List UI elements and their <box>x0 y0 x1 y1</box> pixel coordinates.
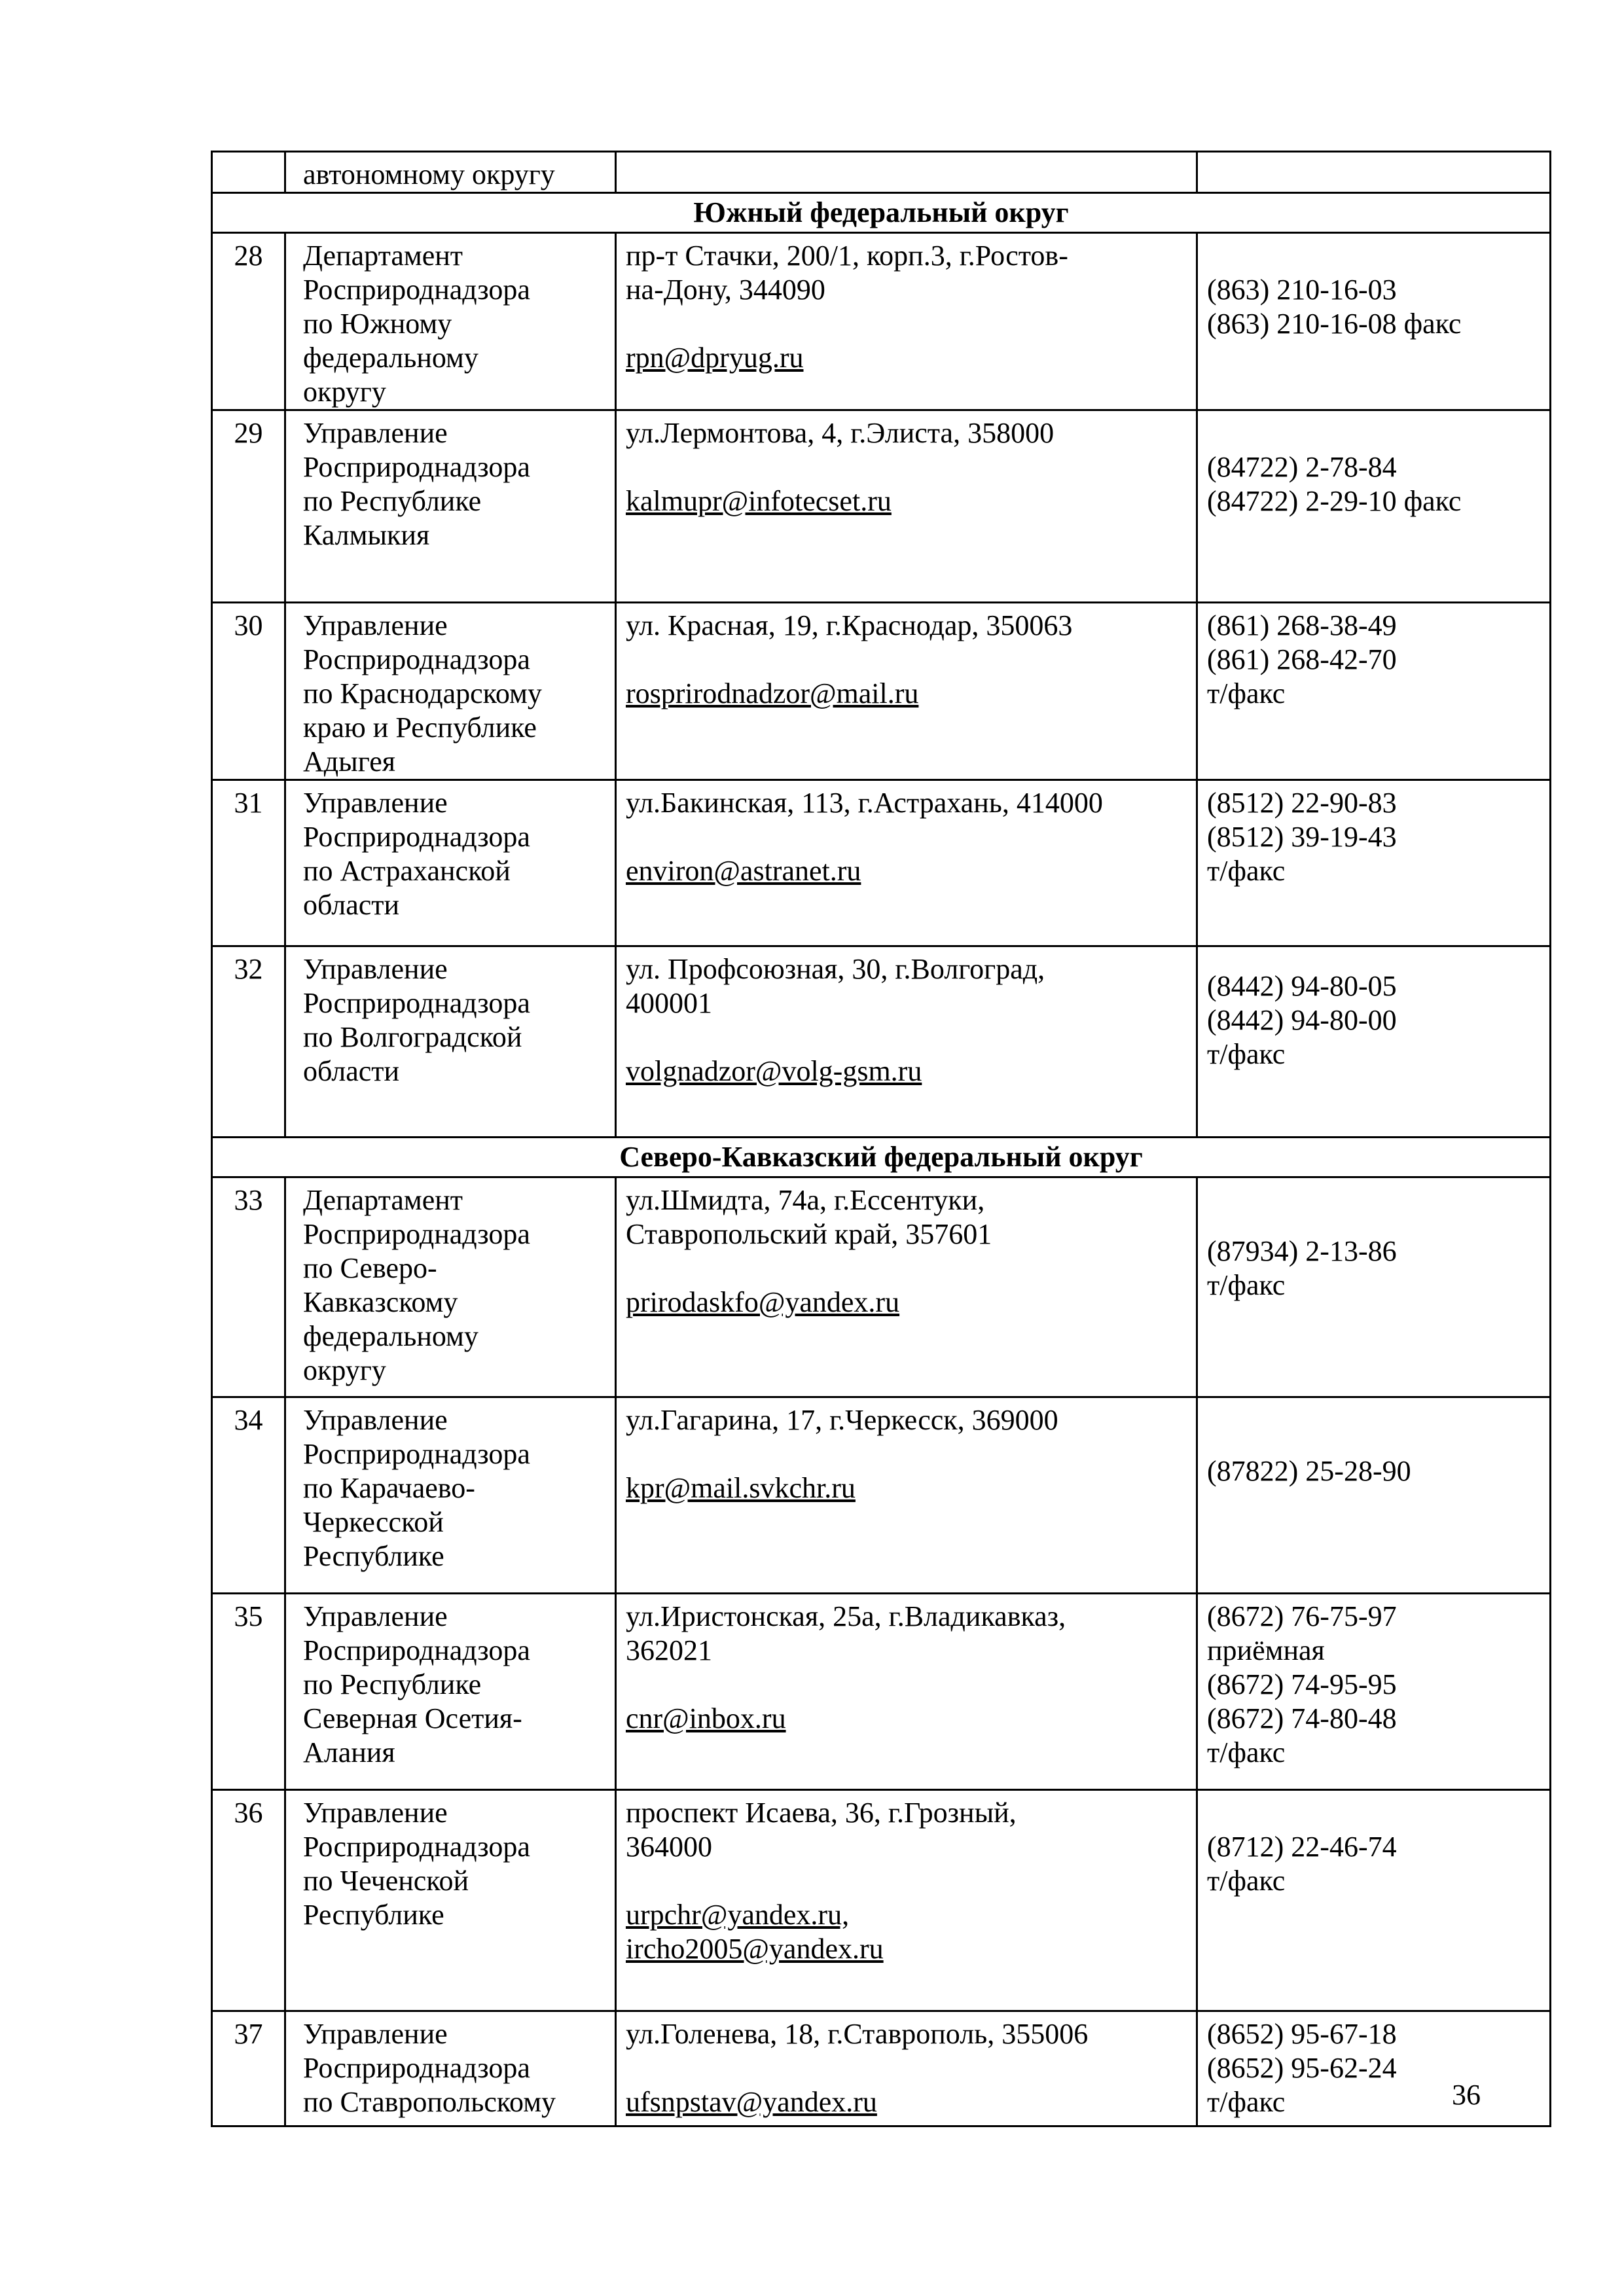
district-header-row <box>212 193 1551 233</box>
address-line: ул.Иристонская, 25а, г.Владикавказ, <box>626 1600 1066 1632</box>
phone-cell <box>1197 1594 1551 1790</box>
spacer <box>626 1864 1187 1898</box>
spacer <box>626 1251 1187 1285</box>
phone-line: (8442) 94-80-00 <box>1207 1004 1397 1036</box>
organization-line: по Карачаево- <box>303 1472 475 1504</box>
address-cell <box>616 1397 1197 1594</box>
district-title: Южный федеральный округ <box>212 193 1551 233</box>
address-cell <box>616 1177 1197 1397</box>
organization-name <box>285 410 616 603</box>
cell-num-empty <box>212 152 285 193</box>
organization-name <box>285 1177 616 1397</box>
phone-cell <box>1197 1397 1551 1594</box>
email-link[interactable]: ircho2005@yandex.ru <box>626 1933 884 1965</box>
organization-name <box>285 233 616 410</box>
table-row <box>212 780 1551 946</box>
address-line: на-Дону, 344090 <box>626 274 825 306</box>
spacer <box>626 450 1187 484</box>
phone-cell <box>1197 2011 1551 2126</box>
phone-line: (8442) 94-80-05 <box>1207 970 1397 1002</box>
organization-line: по Южному <box>303 308 452 340</box>
organization-line: области <box>303 1055 400 1087</box>
phone-line: т/факс <box>1207 1865 1286 1897</box>
address-cell <box>616 1790 1197 2011</box>
phone-line: (8652) 95-67-18 <box>1207 2018 1397 2050</box>
page-number: 36 <box>1452 2079 1481 2111</box>
phone-cell <box>1197 946 1551 1138</box>
spacer <box>1207 952 1540 969</box>
email-link[interactable]: prirodaskfo@yandex.ru <box>626 1286 900 1318</box>
address-line: ул. Профсоюзная, 30, г.Волгоград, <box>626 953 1045 985</box>
district-header-row <box>212 1138 1551 1177</box>
organization-line: Росприроднадзора <box>303 643 530 675</box>
organization-line: Алания <box>303 1736 395 1768</box>
cell-org-continued: автономному округу <box>285 152 616 193</box>
address-line: ул. Красная, 19, г.Краснодар, 350063 <box>626 609 1073 641</box>
organization-line: Кавказскому <box>303 1286 458 1318</box>
organization-line: Росприроднадзора <box>303 987 530 1019</box>
organization-line: Республике <box>303 1899 444 1931</box>
table-row <box>212 1594 1551 1790</box>
row-number: 30 <box>212 603 285 780</box>
email-link[interactable]: environ@astranet.ru <box>626 855 861 887</box>
organization-name <box>285 1397 616 1594</box>
organization-line: Департамент <box>303 1184 463 1216</box>
organization-line: Росприроднадзора <box>303 2052 530 2084</box>
phone-line: (8712) 22-46-74 <box>1207 1831 1397 1863</box>
phone-line: т/факс <box>1207 677 1286 709</box>
organization-name <box>285 1594 616 1790</box>
table-row <box>212 2011 1551 2126</box>
phone-line: (84722) 2-29-10 факс <box>1207 485 1462 517</box>
phone-line: (863) 210-16-08 факс <box>1207 308 1462 340</box>
organization-line: Управление <box>303 609 448 641</box>
address-line: ул.Лермонтова, 4, г.Элиста, 358000 <box>626 417 1055 449</box>
phone-line: (8512) 22-90-83 <box>1207 787 1397 819</box>
phone-cell <box>1197 410 1551 603</box>
organization-line: по Республике <box>303 485 482 517</box>
phone-line: т/факс <box>1207 1038 1286 1070</box>
phone-line: (8672) 76-75-97 <box>1207 1600 1397 1632</box>
organization-line: округу <box>303 376 386 408</box>
organization-line: Департамент <box>303 240 463 272</box>
phone-line: (861) 268-38-49 <box>1207 609 1397 641</box>
organization-line: краю и Республике <box>303 711 537 744</box>
row-number: 28 <box>212 233 285 410</box>
address-cell <box>616 603 1197 780</box>
row-number: 36 <box>212 1790 285 2011</box>
spacer <box>1207 416 1540 450</box>
organization-line: Росприроднадзора <box>303 1831 530 1863</box>
email-link[interactable]: rosprirodnadzor@mail.ru <box>626 677 919 709</box>
phone-line: т/факс <box>1207 1736 1286 1768</box>
spacer <box>626 820 1187 854</box>
organization-name <box>285 780 616 946</box>
spacer <box>1207 1183 1540 1234</box>
address-line: ул.Бакинская, 113, г.Астрахань, 414000 <box>626 787 1103 819</box>
address-cell <box>616 233 1197 410</box>
organization-line: Росприроднадзора <box>303 1634 530 1666</box>
organization-line: Республике <box>303 1540 444 1572</box>
organization-name <box>285 1790 616 2011</box>
organization-line: области <box>303 889 400 921</box>
row-number: 31 <box>212 780 285 946</box>
phone-line: (87934) 2-13-86 <box>1207 1235 1397 1267</box>
address-line: 400001 <box>626 987 712 1019</box>
table-row-continued <box>212 152 1551 193</box>
email-link[interactable]: cnr@inbox.ru <box>626 1702 786 1734</box>
spacer <box>626 2051 1187 2085</box>
phone-line: (861) 268-42-70 <box>1207 643 1397 675</box>
spacer <box>626 1437 1187 1471</box>
phone-cell <box>1197 233 1551 410</box>
phone-line: приёмная <box>1207 1634 1325 1666</box>
phone-line: т/факс <box>1207 1269 1286 1301</box>
table-body <box>212 152 1551 2126</box>
organization-line: Управление <box>303 953 448 985</box>
address-cell <box>616 946 1197 1138</box>
organization-line: федеральному <box>303 342 478 374</box>
organization-line: по Северо- <box>303 1252 437 1284</box>
phone-cell <box>1197 1177 1551 1397</box>
organization-line: Управление <box>303 2018 448 2050</box>
phone-line: (84722) 2-78-84 <box>1207 451 1397 483</box>
organization-line: Управление <box>303 417 448 449</box>
email-link[interactable]: kalmupr@infotecset.ru <box>626 485 892 517</box>
spacer <box>1207 1403 1540 1454</box>
organization-line: по Астраханской <box>303 855 511 887</box>
row-number: 33 <box>212 1177 285 1397</box>
phone-line: (87822) 25-28-90 <box>1207 1455 1411 1487</box>
organization-line: Калмыкия <box>303 519 430 551</box>
phone-line: т/факс <box>1207 2086 1286 2118</box>
row-number: 32 <box>212 946 285 1138</box>
phone-line: т/факс <box>1207 855 1286 887</box>
organization-line: Управление <box>303 1600 448 1632</box>
organization-name <box>285 946 616 1138</box>
organization-name <box>285 2011 616 2126</box>
spacer <box>626 643 1187 677</box>
table-row <box>212 1397 1551 1594</box>
address-line: ул.Гагарина, 17, г.Черкесск, 369000 <box>626 1404 1058 1436</box>
organization-line: Росприроднадзора <box>303 821 530 853</box>
phone-line: (8672) 74-95-95 <box>1207 1668 1397 1700</box>
organization-line: Управление <box>303 1797 448 1829</box>
email-link[interactable]: rpn@dpryug.ru <box>626 342 804 374</box>
organization-line: Росприроднадзора <box>303 274 530 306</box>
table-row <box>212 410 1551 603</box>
table-row <box>212 603 1551 780</box>
phone-line: (8512) 39-19-43 <box>1207 821 1397 853</box>
table-row <box>212 946 1551 1138</box>
email-link[interactable]: ufsnpstav@yandex.ru <box>626 2086 877 2118</box>
address-line: проспект Исаева, 36, г.Грозный, <box>626 1797 1017 1829</box>
cell-phone-empty <box>1197 152 1551 193</box>
row-number: 35 <box>212 1594 285 1790</box>
table-row <box>212 1790 1551 2011</box>
organization-line: по Ставропольскому <box>303 2086 556 2118</box>
row-number: 37 <box>212 2011 285 2126</box>
address-line: ул.Шмидта, 74а, г.Ессентуки, <box>626 1184 985 1216</box>
address-cell <box>616 410 1197 603</box>
address-cell <box>616 1594 1197 1790</box>
spacer <box>1207 1796 1540 1830</box>
email-link[interactable]: volgnadzor@volg-gsm.ru <box>626 1055 922 1087</box>
organization-line: Управление <box>303 1404 448 1436</box>
organization-line: Северная Осетия- <box>303 1702 522 1734</box>
organization-line: Адыгея <box>303 745 395 778</box>
organization-line: округу <box>303 1354 386 1386</box>
address-cell <box>616 780 1197 946</box>
phone-line: (8672) 74-80-48 <box>1207 1702 1397 1734</box>
spacer <box>1207 239 1540 273</box>
address-line: 364000 <box>626 1831 712 1863</box>
phone-line: (8652) 95-62-24 <box>1207 2052 1397 2084</box>
organization-name <box>285 603 616 780</box>
table-row <box>212 1177 1551 1397</box>
row-number: 29 <box>212 410 285 603</box>
spacer <box>626 307 1187 341</box>
organization-line: Росприроднадзора <box>303 451 530 483</box>
contacts-table <box>211 151 1551 2127</box>
table-row <box>212 233 1551 410</box>
phone-line: (863) 210-16-03 <box>1207 274 1397 306</box>
organization-line: по Республике <box>303 1668 482 1700</box>
organization-line: Управление <box>303 787 448 819</box>
cell-address-empty <box>616 152 1197 193</box>
row-number: 34 <box>212 1397 285 1594</box>
organization-line: Росприроднадзора <box>303 1218 530 1250</box>
organization-line: Черкесской <box>303 1506 444 1538</box>
organization-line: федеральному <box>303 1320 478 1352</box>
address-cell <box>616 2011 1197 2126</box>
spacer <box>626 1668 1187 1702</box>
phone-cell <box>1197 603 1551 780</box>
address-line: ул.Голенева, 18, г.Ставрополь, 355006 <box>626 2018 1089 2050</box>
phone-cell <box>1197 780 1551 946</box>
organization-line: по Чеченской <box>303 1865 469 1897</box>
organization-line: по Волгоградской <box>303 1021 522 1053</box>
spacer <box>626 1020 1187 1054</box>
email-link[interactable]: kpr@mail.svkchr.ru <box>626 1472 856 1504</box>
address-line: пр-т Стачки, 200/1, корп.3, г.Ростов- <box>626 240 1068 272</box>
district-title: Северо-Кавказский федеральный округ <box>212 1138 1551 1177</box>
phone-cell <box>1197 1790 1551 2011</box>
organization-line: Росприроднадзора <box>303 1438 530 1470</box>
organization-line: по Краснодарскому <box>303 677 542 709</box>
address-line: 362021 <box>626 1634 712 1666</box>
address-line: Ставропольский край, 357601 <box>626 1218 992 1250</box>
email-link[interactable]: urpchr@yandex.ru, <box>626 1899 850 1931</box>
